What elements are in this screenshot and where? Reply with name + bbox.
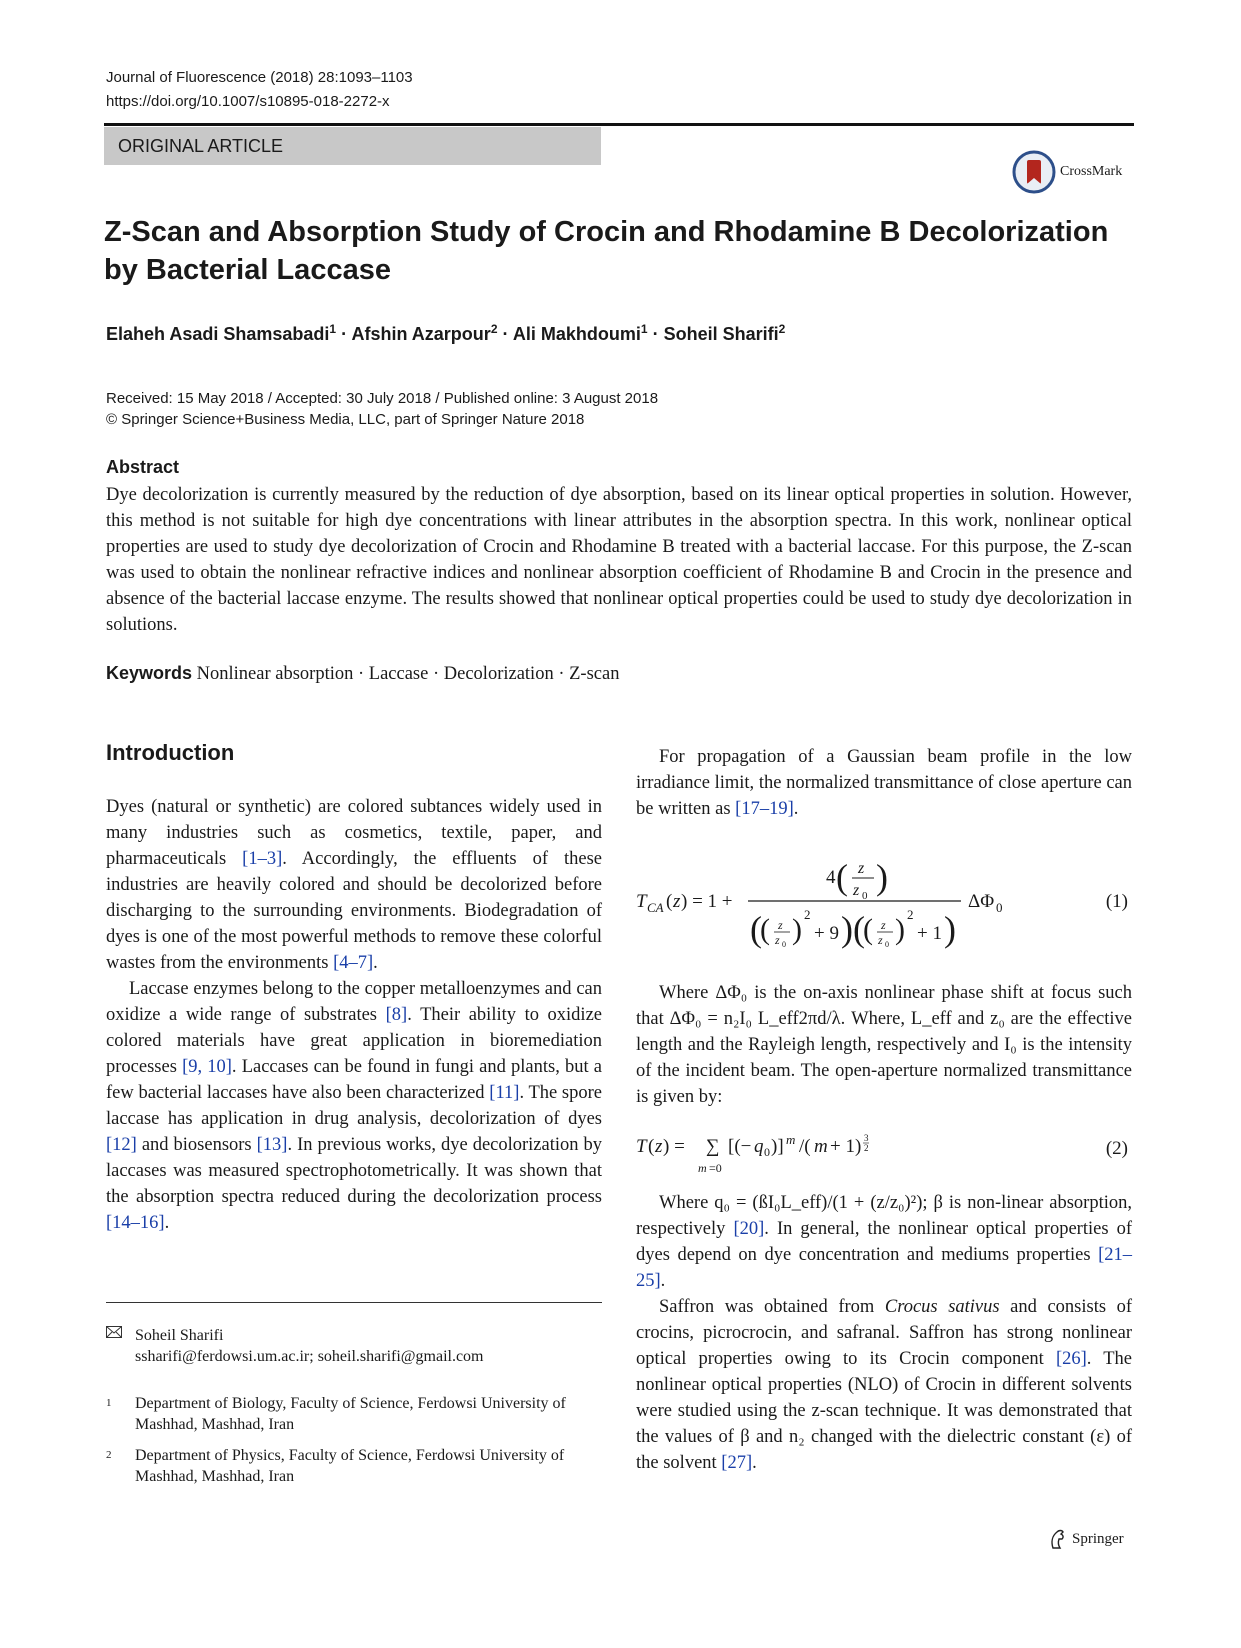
paragraph: Where ΔΦ₀ is the on-axis nonlinear phase shift at focus such that ΔΦ₀ = n₂I₀ L_eff2πd/λ. Where, L_eff and z₀ are the effective length and the Rayleigh length, respectively and I₀ is the intensity of the incident beam. The open-aperture normalized transmittance is given by: [636, 983, 1132, 1107]
svg-text:2: 2 [864, 1143, 869, 1153]
svg-text:2: 2 [907, 907, 914, 922]
paragraph: Saffron was obtained from Crocus sativus and consists of crocins, picrocrocin, and safranal. Saffron has strong nonlinear optical properties owing to its Crocin component [26]. The nonlinear optical properties (NLO) of Crocin in different solvents were studied using the z-scan technique. It was demonstrated that the values of β and n₂ changed with the dielectric constant (ε) of the solvent [27]. [636, 1297, 1133, 1473]
svg-text:(: ( [863, 913, 873, 946]
springer-horse-icon [1048, 1528, 1068, 1550]
affiliation-2 [106, 1445, 602, 1487]
keyword: Nonlinear absorption [196, 664, 354, 684]
footnote-rule [106, 1302, 602, 1303]
affiliation-mark: 2 [778, 322, 786, 336]
species-name: Crocus sativus [884, 1297, 1000, 1317]
crossmark-label: CrossMark [1060, 164, 1123, 179]
affiliation-number: 1 [106, 1397, 112, 1409]
corresponding-author-note [106, 1325, 602, 1367]
svg-text:): ) [841, 909, 853, 949]
svg-text:)]: )] [771, 1136, 784, 1157]
header-rule [104, 123, 1134, 126]
svg-text:3: 3 [864, 1133, 869, 1143]
right-column-phase-text [636, 980, 1132, 1110]
contact-emails[interactable]: ssharifi@ferdowsi.um.ac.ir; soheil.sharifi@gmail.com [135, 1348, 484, 1365]
author-name[interactable]: Soheil Sharifi [663, 324, 779, 344]
svg-text:m: m [698, 1161, 707, 1175]
doi-link[interactable]: https://doi.org/10.1007/s10895-018-2272-x [106, 93, 390, 110]
section-heading-introduction: Introduction [106, 740, 235, 765]
affiliation-mark: 1 [329, 322, 337, 336]
svg-text:z: z [878, 933, 883, 947]
svg-text:CA: CA [647, 900, 664, 915]
svg-text:q: q [754, 1136, 764, 1157]
citation-link[interactable]: [17–19] [735, 799, 794, 819]
svg-text:T: T [636, 891, 647, 912]
citation-link[interactable]: [26] [1055, 1349, 1087, 1369]
affiliation-text: Department of Physics, Faculty of Science, Ferdowsi University of Mashhad, Mashhad, Iran [135, 1447, 565, 1485]
citation-link[interactable]: [20] [733, 1219, 765, 1239]
author-list [106, 322, 785, 345]
svg-text:z: z [655, 1136, 663, 1157]
equation-number: (1) [1105, 891, 1128, 912]
equation-number: (2) [1105, 1138, 1128, 1159]
citation-link[interactable]: [8] [385, 1005, 408, 1025]
affiliation-text: Department of Biology, Faculty of Science, Ferdowsi University of Mashhad, Mashhad, Iran [135, 1395, 566, 1433]
springer-wordmark: Springer [1072, 1530, 1124, 1547]
svg-text:) =: ) = [663, 1136, 685, 1157]
svg-text:): ) [944, 909, 956, 949]
svg-text:(: ( [750, 909, 762, 949]
svg-text:m: m [814, 1136, 828, 1157]
equation-2 [636, 1130, 1132, 1178]
author-name[interactable]: Afshin Azarpour [351, 324, 491, 344]
svg-text:/(: /( [799, 1136, 811, 1157]
citation-link[interactable]: [13] [256, 1135, 288, 1155]
citation-link[interactable]: [12] [106, 1135, 137, 1155]
paragraph: Dyes (natural or synthetic) are colored subtances widely used in many industries such as cosmetics, textile, paper, and pharmaceuticals [1–3]. Accordingly, the effluents of these industries are heavily colored and should be decolorized before discharging to the surrounding environments. Biodegradation of dyes is one of the most powerful methods to remove these colorful wastes from the environments [4–7]. [106, 797, 602, 973]
svg-text:z: z [858, 860, 865, 877]
keyword: Decolorization [443, 664, 554, 684]
article-title: Z-Scan and Absorption Study of Crocin and Rhodamine B Decolorization by Bacterial Laccase [104, 216, 1109, 286]
paragraph: For propagation of a Gaussian beam profile in the low irradiance limit, the normalized transmittance of close aperture can be written as [17–19]. [636, 747, 1132, 819]
envelope-icon [106, 1325, 135, 1346]
svg-text:(: ( [648, 1136, 655, 1157]
author-name[interactable]: Ali Makhdoumi [512, 324, 641, 344]
svg-text:): ) [792, 913, 802, 946]
publication-dates [106, 388, 658, 430]
publisher-logo [1048, 1528, 1124, 1550]
citation-link[interactable]: [21–25] [636, 1245, 1132, 1291]
svg-text:(: ( [853, 909, 865, 949]
author-separator: · [341, 324, 348, 344]
abstract-text: Dye decolorization is currently measured by the reduction of dye absorption, based on its linear optical properties in solution. However, this method is not suitable for high dye concentrations with linear attributes in the absorption spectra. In this work, nonlinear optical properties are used to study dye decolorization of Crocin and Rhodamine B treated with a bacterial laccase. For this purpose, the Z-scan was used to obtain the nonlinear refractive indices and nonlinear absorption coefficient of Rhodamine B and Crocin in the presence and absence of the bacterial laccase enzyme. The results showed that nonlinear optical properties could be used to study dye decolorization in solutions. [106, 485, 1132, 635]
contact-name: Soheil Sharifi [135, 1327, 224, 1344]
citation-link[interactable]: [14–16] [106, 1213, 165, 1233]
article-type-band: ORIGINAL ARTICLE [104, 127, 601, 165]
affiliation-1 [106, 1393, 602, 1435]
svg-text:0: 0 [996, 900, 1003, 915]
paragraph: Laccase enzymes belong to the copper metalloenzymes and can oxidize a wide range of substrates [8]. Their ability to oxidize colored materials have great application in bioremediation processes [9, 10]. Laccases can be found in fungi and plants, but a few bacterial laccases have also been characterized [11]. The spore laccase has application in drug analysis, decolorization of dyes [12] and biosensors [13]. In previous works, dye decolorization by laccases was measured spectrophotometrically. It was shown that the absorption spectra reduced during the decolorization process [14–16]. [106, 979, 603, 1233]
history-dates: Received: 15 May 2018 / Accepted: 30 July 2018 / Published online: 3 August 2018 [106, 390, 659, 407]
svg-text:∑: ∑ [706, 1136, 720, 1157]
citation-link[interactable]: [1–3] [242, 849, 283, 869]
author-name[interactable]: Elaheh Asadi Shamsabadi [106, 324, 330, 344]
svg-text:): ) [876, 857, 888, 897]
svg-text:0: 0 [782, 940, 786, 949]
journal-citation: Journal of Fluorescence (2018) 28:1093–1103 [106, 69, 413, 86]
citation-link[interactable]: [9, 10] [182, 1057, 232, 1077]
svg-text:) = 1 +: ) = 1 + [681, 891, 733, 912]
svg-text:): ) [895, 913, 905, 946]
svg-text:(: ( [836, 857, 848, 897]
svg-text:z: z [881, 918, 886, 932]
svg-text:z: z [673, 891, 681, 912]
svg-text:(: ( [760, 913, 770, 946]
citation-link[interactable]: [27] [721, 1453, 753, 1473]
svg-text:=0: =0 [709, 1161, 722, 1175]
svg-text:0: 0 [764, 1145, 770, 1159]
svg-text:m: m [786, 1132, 796, 1147]
citation-link[interactable]: [4–7] [333, 953, 374, 973]
paragraph: Where q₀ = (ßI₀L_eff)/(1 + (z/z₀)²); β is non-linear absorption, respectively [20]. In general, the nonlinear optical properties of dyes depend on dye concentration and mediums properties [21–25]. [636, 1193, 1132, 1291]
affiliation-mark: 2 [490, 322, 498, 336]
equation-1 [636, 843, 1132, 958]
author-separator: · [502, 324, 509, 344]
keyword: Z-scan [569, 664, 620, 684]
affiliation-mark: 1 [640, 322, 648, 336]
keyword: Laccase [368, 664, 429, 684]
journal-header [106, 66, 413, 114]
right-column-intro [636, 744, 1132, 822]
svg-text:0: 0 [862, 890, 868, 902]
svg-text:+ 1: + 1 [917, 923, 942, 944]
crossmark-icon [1012, 150, 1056, 194]
equation-1-graphic [636, 843, 1132, 958]
citation-link[interactable]: [11] [489, 1083, 520, 1103]
svg-text:0: 0 [885, 940, 889, 949]
introduction-body [106, 794, 602, 1236]
svg-text:[(−: [(− [728, 1136, 752, 1157]
svg-text:z: z [778, 918, 783, 932]
keywords-label: Keywords [106, 663, 193, 683]
svg-text:+ 1): + 1) [830, 1136, 862, 1157]
right-column-saffron-text [636, 1190, 1132, 1476]
svg-text:4: 4 [826, 867, 836, 888]
crossmark-badge[interactable] [1012, 150, 1122, 194]
svg-text:ΔΦ: ΔΦ [968, 891, 995, 912]
keywords-line: Keywords Nonlinear absorption · Laccase · Decolorization · Z-scan [106, 663, 620, 684]
affiliation-number: 2 [106, 1449, 112, 1461]
svg-text:z: z [853, 882, 860, 899]
copyright-line: © Springer Science+Business Media, LLC, part of Springer Nature 2018 [106, 411, 585, 428]
equation-2-graphic [636, 1130, 1076, 1178]
author-separator: · [652, 324, 659, 344]
svg-text:+ 9: + 9 [814, 923, 839, 944]
svg-text:z: z [775, 933, 780, 947]
abstract-heading: Abstract [106, 457, 180, 477]
svg-text:(: ( [666, 891, 673, 912]
svg-text:T: T [636, 1136, 647, 1157]
svg-text:2: 2 [804, 907, 811, 922]
